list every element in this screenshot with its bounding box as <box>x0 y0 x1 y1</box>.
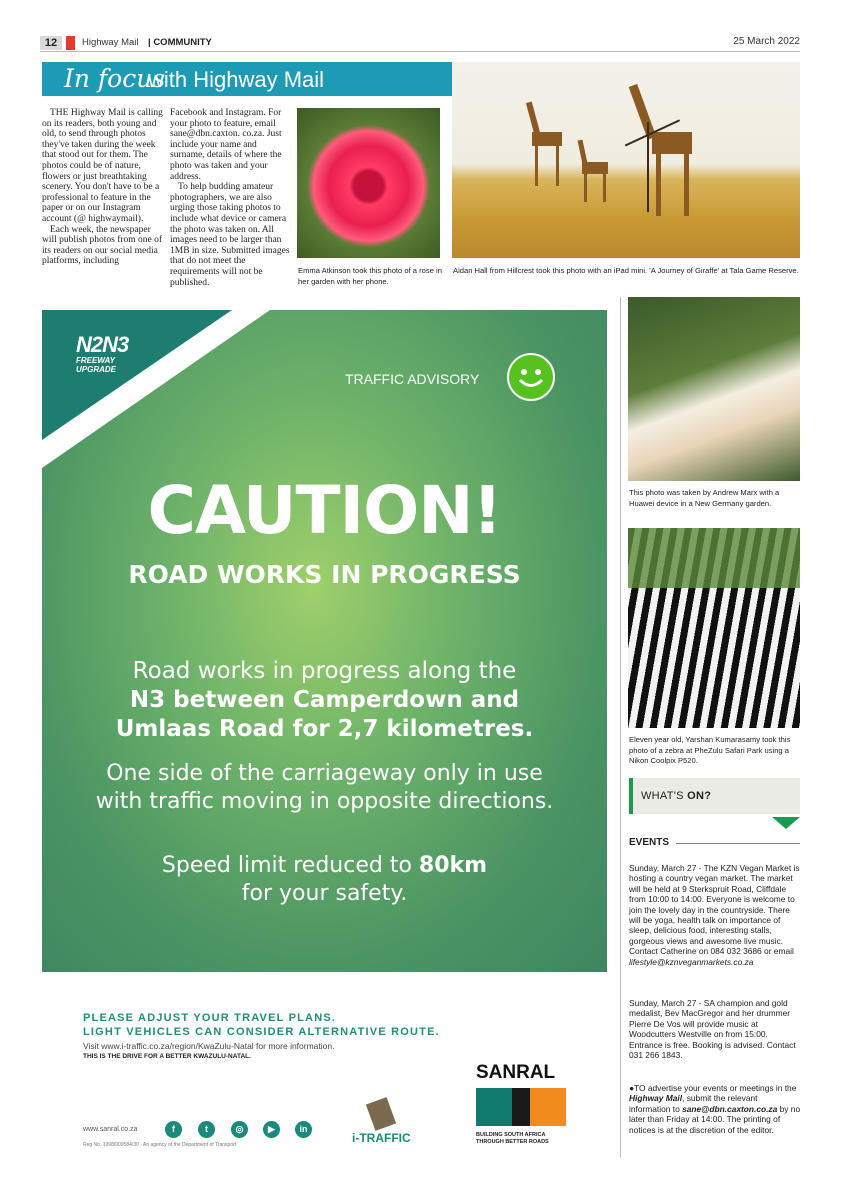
giraffe-caption: Aidan Hall from Hillcrest took this photo with an iPad mini. 'A Journey of Giraffe' at Tala Game Reserve. <box>453 266 799 275</box>
traffic-advisory-label: TRAFFIC ADVISORY <box>345 371 480 387</box>
intro-paragraph-2: Each week, the newspaper will publish photos from one of its readers on our social media platforms, including <box>42 224 163 267</box>
itraffic-logo-icon <box>366 1097 396 1131</box>
issue-date: 25 March 2022 <box>733 36 800 47</box>
youtube-icon[interactable]: ▶ <box>263 1121 280 1138</box>
freeway-upgrade-label: FREEWAY UPGRADE <box>76 356 117 374</box>
sanral-tagline: BUILDING SOUTH AFRICA THROUGH BETTER ROADS <box>476 1132 549 1145</box>
zebra-caption: Eleven year old, Yarshan Kumarasamy took this photo of a zebra at PheZulu Safari Park using a Nikon Coolpix P520. <box>629 735 791 765</box>
sanral-logo-text: SANRAL <box>476 1062 556 1083</box>
intro-paragraph-3: Facebook and Instagram. For your photo to feature, email sane@dbn.caxton. co.za. Just include your name and surname, details of where the photo was taken and your address. <box>170 108 282 182</box>
whats-on-triangle-icon <box>772 817 800 829</box>
caution-heading: CAUTION! <box>147 472 502 549</box>
events-rule <box>676 843 800 844</box>
publication-name: Highway Mail <box>82 37 139 48</box>
banner-title: with Highway Mail <box>148 67 325 92</box>
visit-link-text: Visit www.i-traffic.co.za/region/KwaZulu-Natal for more information. <box>83 1041 335 1051</box>
section-name: | COMMUNITY <box>148 37 212 48</box>
intro-paragraph-4: To help budding amateur photographers, we are also urging those taking photos to include what device or camera the photo was taken on. All images need to be larger than 1MB in size. Submitted images that do not meet the requirements will not be published. <box>170 182 290 288</box>
intro-column-2 <box>170 108 290 288</box>
giraffe-photo <box>452 62 800 258</box>
adjust-travel-notice: PLEASE ADJUST YOUR TRAVEL PLANS. LIGHT VEHICLES CAN CONSIDER ALTERNATIVE ROUTE. <box>83 1012 440 1038</box>
arum-caption: This photo was taken by Andrew Marx with a Huawei device in a New Germany garden. <box>629 488 780 508</box>
linkedin-icon[interactable]: in <box>295 1121 312 1138</box>
event-vegan-market: Sunday, March 27 - The KZN Vegan Market is hosting a country vegan market. The market will be held at 9 Sterkspruit Road, Cliffdale from 10:00 to 14:00. Everyone is welcome to join the lovely day in the countryside. There will be yoga, health talk on importance of sleep, delicious food, interesting stalls, gorgeous views and awesome live music. Contact Catherine on 084 032 3686 or email lifestyle@kznveganmarkets.co.za <box>629 863 800 967</box>
giraffe-silhouettes <box>452 62 800 258</box>
intro-column-1 <box>42 108 164 267</box>
page-number: 12 <box>40 36 62 50</box>
sanral-url: www.sanral.co.za <box>83 1126 138 1133</box>
twitter-icon[interactable]: t <box>198 1121 215 1138</box>
banner-script-text: In focus <box>64 64 166 93</box>
itraffic-logo: i-TRAFFIC <box>352 1131 411 1145</box>
instagram-icon[interactable]: ◎ <box>231 1121 248 1138</box>
registration-number: Reg No. 1998/009584/30 · An agency of the Department of Transport <box>83 1142 237 1148</box>
event-advertise-notice: ●TO advertise your events or meetings in the Highway Mail, submit the relevant information to sane@dbn.caxton.co.za by no later than Friday at 14:00. The printing of notices is at the discretion of the editor. <box>629 1083 801 1135</box>
whats-on-accent-bar <box>629 778 633 814</box>
smiley-face-icon <box>507 353 555 401</box>
arum-lily-photo <box>628 297 800 481</box>
road-works-subheading: ROAD WORKS IN PROGRESS <box>128 560 521 589</box>
n2n3-logo: N2N3 <box>76 332 129 357</box>
rose-caption: Emma Atkinson took this photo of a rose in her garden with her phone. <box>298 266 442 286</box>
sanral-logo-icon <box>476 1088 566 1126</box>
rose-photo <box>297 108 440 258</box>
events-heading: EVENTS <box>629 837 670 848</box>
whats-on-title: WHAT'S ON? <box>641 790 712 802</box>
header-rule <box>40 51 800 52</box>
intro-paragraph-1: THE Highway Mail is calling on its readers, both young and old, to send through photos they've taken during the week that stood out for them. The photos could be of nature, flowers or just breathtaking scenery. You don't have to be a professional to feature in the paper or on our Instagram account (@ highwaymail). <box>42 108 163 224</box>
ad-body-speed-limit: Speed limit reduced to 80km for your safety. <box>161 853 488 906</box>
column-divider <box>620 297 621 1157</box>
facebook-icon[interactable]: f <box>165 1121 182 1138</box>
drive-slogan: THIS IS THE DRIVE FOR A BETTER KWAZULU-NATAL. <box>83 1053 251 1060</box>
section-marker <box>66 36 75 50</box>
ad-body-carriageway: One side of the carriageway only in use with traffic moving in opposite directions. <box>95 761 554 814</box>
event-music: Sunday, March 27 - SA champion and gold medalist, Bev MacGregor and her drummer Pierre De Vos will provide music at Woodcutters Westville on from 15:00. Entrance is free. Booking is advised. Contact 031 266 1843. <box>629 998 796 1061</box>
ad-body-roadworks: Road works in progress along the N3 between Camperdown and Umlaas Road for 2,7 kilometres. <box>115 658 534 742</box>
zebra-photo-background <box>628 528 800 588</box>
